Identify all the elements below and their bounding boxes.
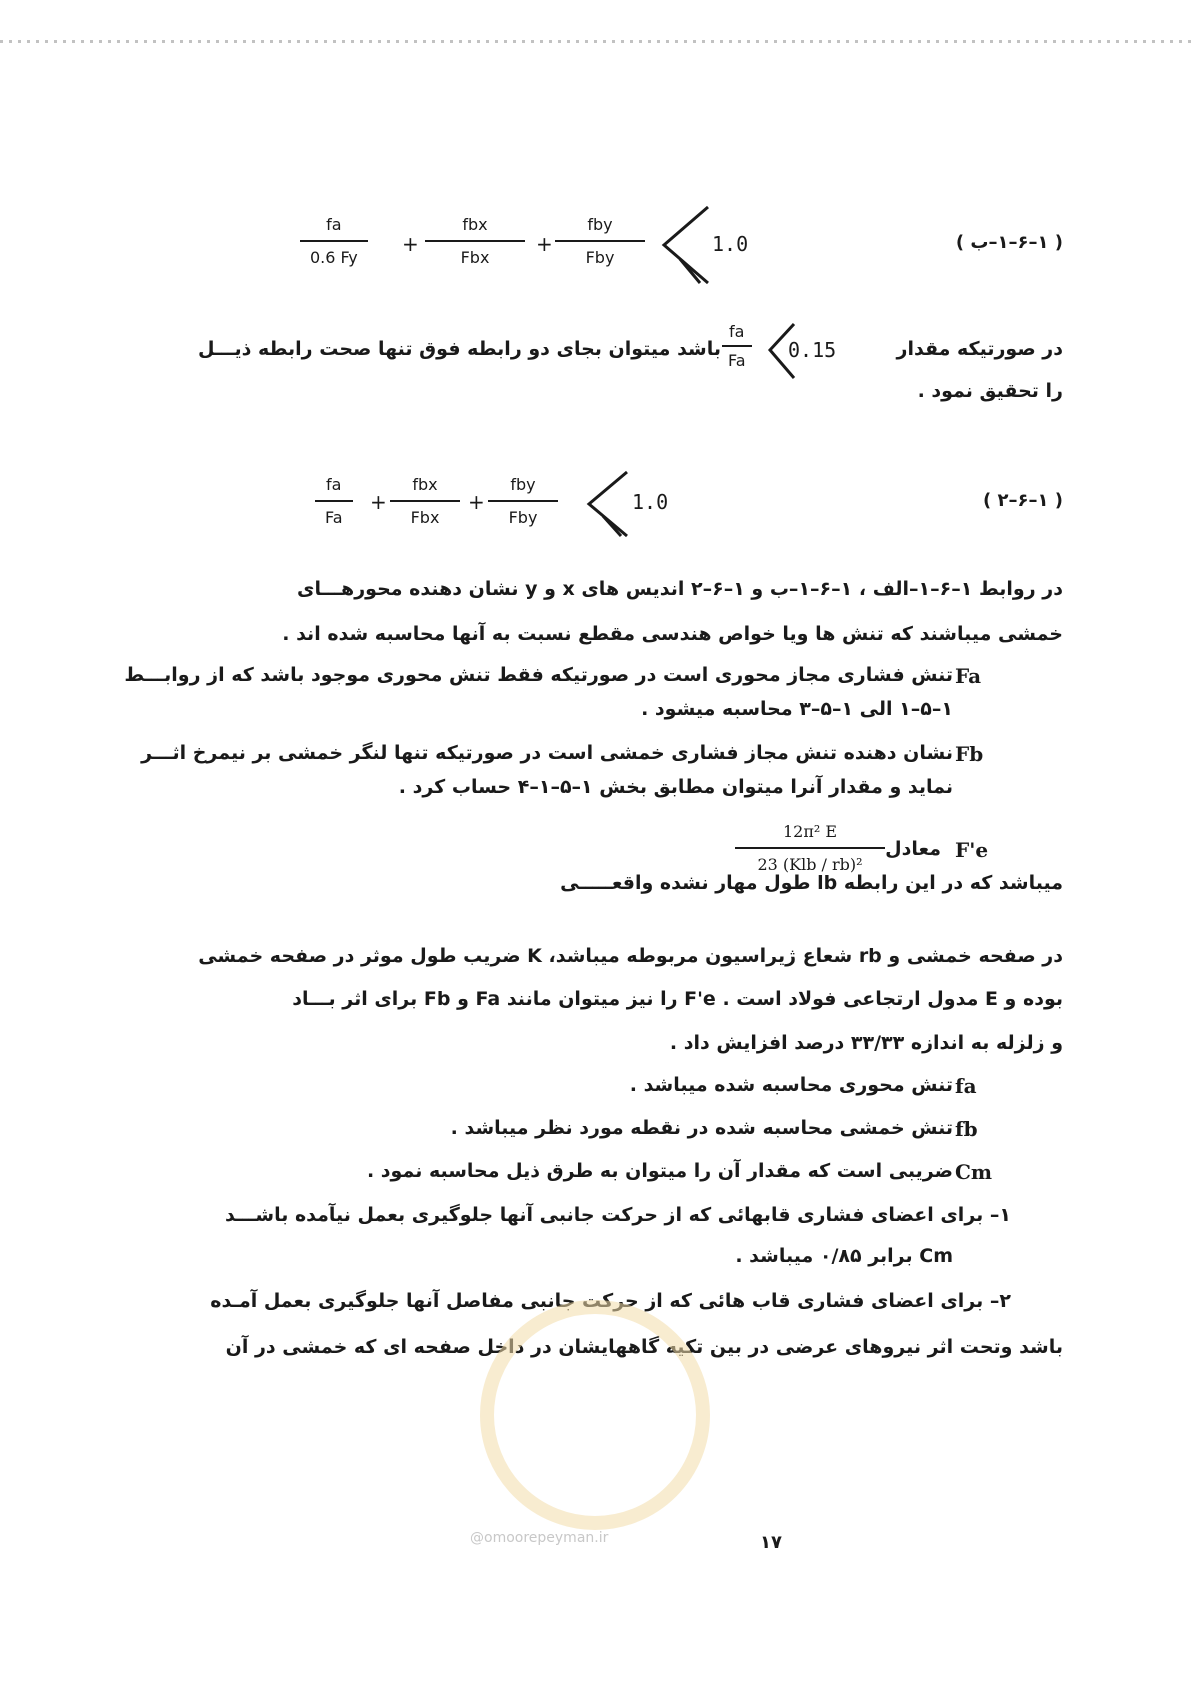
eq1-term-2: fbx Fbx (425, 215, 525, 267)
symbol-fb: fb (955, 1117, 978, 1141)
eq2-bound: 1.0 (632, 490, 669, 514)
Fa-definition-line-2: ۱–۵–۱ الی ۱–۵–۳ محاسبه میشود . (641, 698, 953, 720)
condition-value: 0.15 (788, 338, 837, 362)
Fb-definition-line-2: نماید و مقدار آنرا میتوان مطابق بخش ۱–۵–۱–۴ حساب کرد . (398, 776, 953, 798)
condition-text-before: در صورتیکه مقدار (896, 338, 1063, 360)
symbol-Cm: Cm (955, 1160, 993, 1184)
Cm-case-1-line-2: Cm برابر ۰/۸۵ میباشد . (735, 1245, 953, 1267)
eq2-label: ( ۱–۶–۲ ) (983, 490, 1063, 511)
symbol-Fe-prime: F'e (955, 838, 989, 862)
symbol-fa: fa (955, 1074, 977, 1098)
Cm-definition: ضریبی است که مقدار آن را میتوان به طرق ذیل محاسبه نمود . (366, 1160, 953, 1182)
Fe-definition-line-3: بوده و E مدول ارتجاعی فولاد است . F'e را نیز میتوان مانند Fa و Fb برای اثر بـــاد (292, 988, 1063, 1010)
eq2-term-1: $\frac{fa}{Fa}$ (315, 475, 353, 527)
symbol-Fb: Fb (955, 742, 984, 766)
Fe-definition-line-4: و زلزله به اندازه ۳۳/۳۳ درصد افزایش داد . (669, 1032, 1063, 1054)
condition-fraction: $\frac{fa}{Fa}$ (722, 322, 752, 370)
plus-sign: + (536, 232, 553, 256)
fb-definition: تنش خمشی محاسبه شده در نقطه مورد نظر میباشد . (450, 1117, 953, 1139)
Cm-case-2-line-2: باشد وتحت اثر نیروهای عرضی در بین تکیه گاههایشان در داخل صفحه ای که خمشی در آن (225, 1336, 1063, 1358)
plus-sign: + (402, 232, 419, 256)
eq2-term-2: fbx Fbx (390, 475, 460, 527)
Cm-case-1-line-1: ۱– برای اعضای فشاری قابهائی که از حرکت جانبی آنها جلوگیری بعمل نیآمده باشـــد (224, 1204, 1011, 1226)
intro-line-2: خمشی میباشند که تنش ها ویا خواص هندسی مقطع نسبت به آنها محاسبه شده اند . (282, 623, 1063, 645)
eq1-bound: 1.0 (712, 232, 749, 256)
Cm-case-2-line-1: ۲– برای اعضای فشاری قاب هائی که از حرکت جانبی مفاصل آنها جلوگیری بعمل آمـده (210, 1290, 1011, 1312)
eq2-term-3: fby Fby (488, 475, 558, 527)
less-or-equal-icon (766, 322, 796, 382)
Fe-lead-text: معادل (885, 838, 941, 860)
fa-definition: تنش محوری محاسبه شده میباشد . (629, 1074, 953, 1096)
watermark-seal (480, 1300, 710, 1530)
scan-artifact-line (0, 40, 1191, 43)
Fe-formula: 12π² E 23 (Klb / rb)² (735, 822, 885, 874)
eq1-term-1: $\frac{fa}{0.6 Fy}$ (300, 215, 368, 267)
watermark-text: @omoorepeyman.ir (470, 1530, 609, 1546)
less-or-equal-icon (585, 470, 630, 540)
eq1-term-3: fby Fby (555, 215, 645, 267)
symbol-Fa: Fa (955, 664, 982, 688)
Fb-definition-line-1: نشان دهنده تنش مجاز فشاری خمشی است در صورتیکه تنها لنگر خمشی بر نیمرخ اثـــر (141, 742, 953, 764)
plus-sign: + (468, 490, 485, 514)
Fe-definition-line-2: در صفحه خمشی و rb شعاع ژیراسیون مربوطه میباشد، K ضریب طول موثر در صفحه خمشی (198, 945, 1063, 967)
Fe-tail-text: میباشد که در این رابطه lb طول مهار نشده واقعـــــی (560, 872, 1063, 894)
less-or-equal-icon (660, 205, 710, 285)
Fa-definition-line-1: تنش فشاری مجاز محوری است در صورتیکه فقط تنش محوری موجود باشد که از روابـــط (124, 664, 953, 686)
intro-line-1: در روابط ۱–۶–۱–الف ، ۱–۶–۱–ب و ۱–۶–۲ اندیس های x و y نشان دهنده محورهـــای (297, 578, 1063, 600)
condition-text-after: باشد میتوان بجای دو رابطه فوق تنها صحت رابطه ذیـــل (198, 338, 721, 360)
plus-sign: + (370, 490, 387, 514)
eq1-label: ( ۱–۶–۱–ب ) (955, 232, 1063, 253)
page-number: ۱۷ (760, 1532, 782, 1553)
condition-line-2: را تحقیق نمود . (917, 380, 1063, 402)
